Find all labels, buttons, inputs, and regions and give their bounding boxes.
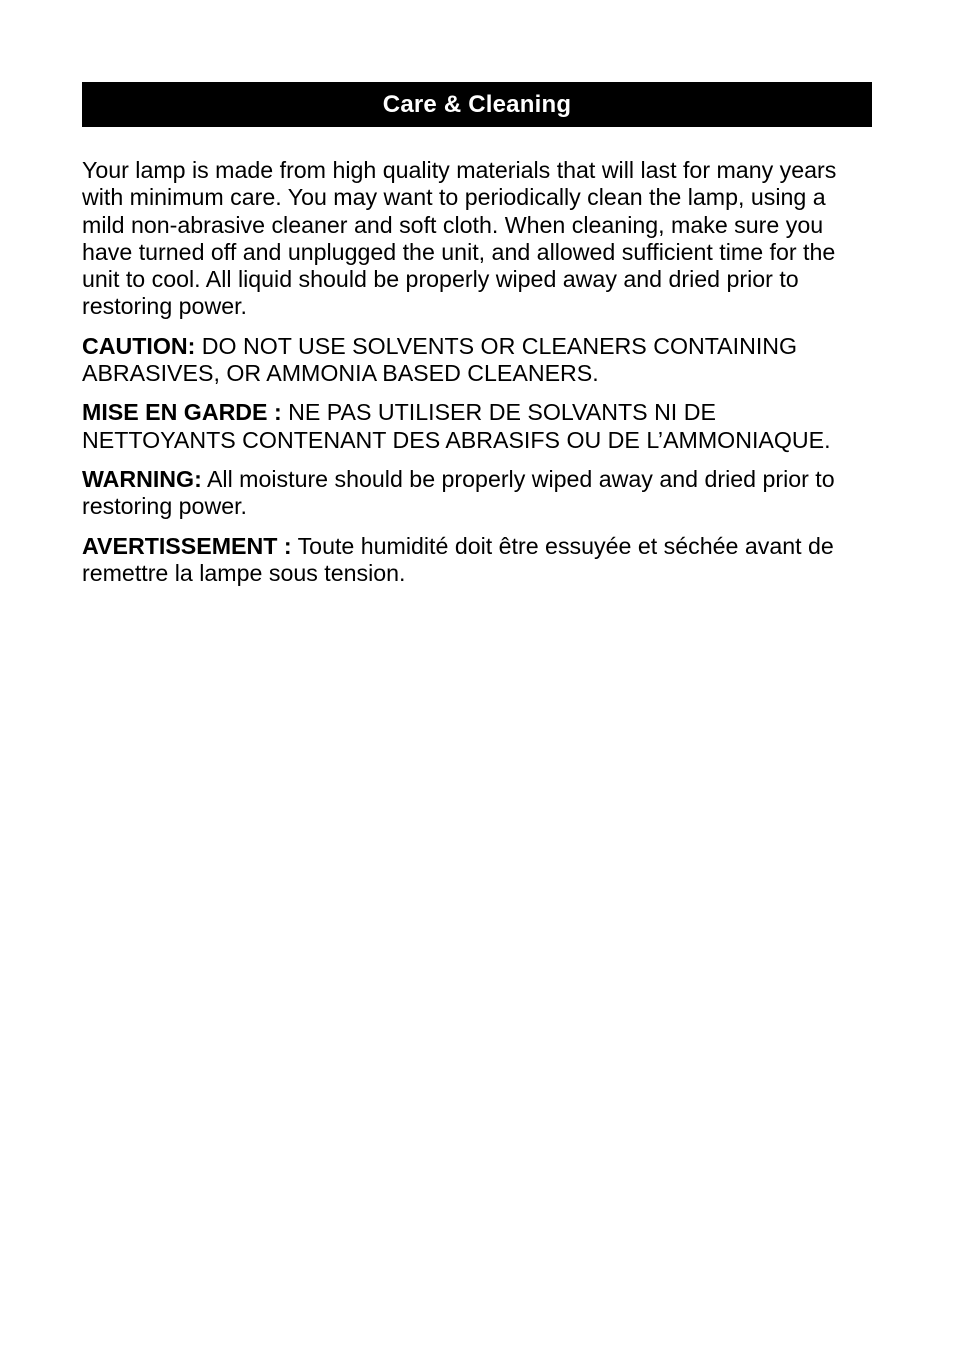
- caution-paragraph: [82, 333, 872, 388]
- caution-label: CAUTION:: [82, 332, 196, 359]
- avertissement-paragraph: [82, 533, 872, 588]
- caution-text: DO NOT USE SOLVENTS OR CLEANERS CONTAINING ABRASIVES, OR AMMONIA BASED CLEANERS.: [82, 332, 798, 387]
- mise-en-garde-paragraph: [82, 399, 872, 454]
- section-content: [82, 157, 872, 587]
- avertissement-text: Toute humidité doit être essuyée et séchée avant de remettre la lampe sous tension.: [82, 532, 834, 586]
- warning-text: All moisture should be properly wiped away and dried prior to restoring power.: [82, 465, 835, 520]
- warning-paragraph: [82, 466, 872, 521]
- intro-paragraph: Your lamp is made from high quality materials that will last for many years with minimum care. You may want to periodically clean the lamp, using a mild non-abrasive cleaner and soft cloth. When cleaning, make sure you have turned off and unplugged the unit, and allowed sufficient time for the unit to cool. All liquid should be properly wiped away and dried prior to restoring power.: [82, 157, 837, 320]
- document-page: [82, 82, 872, 599]
- section-header: [82, 82, 872, 127]
- warning-label: WARNING:: [82, 465, 202, 492]
- mise-en-garde-label: MISE EN GARDE :: [82, 399, 282, 426]
- mise-en-garde-text: NE PAS UTILISER DE SOLVANTS NI DE NETTOYANTS CONTENANT DES ABRASIFS OU DE L’AMMONIAQUE.: [82, 399, 831, 453]
- section-title: Care & Cleaning: [382, 90, 572, 118]
- avertissement-label: AVERTISSEMENT :: [82, 532, 292, 559]
